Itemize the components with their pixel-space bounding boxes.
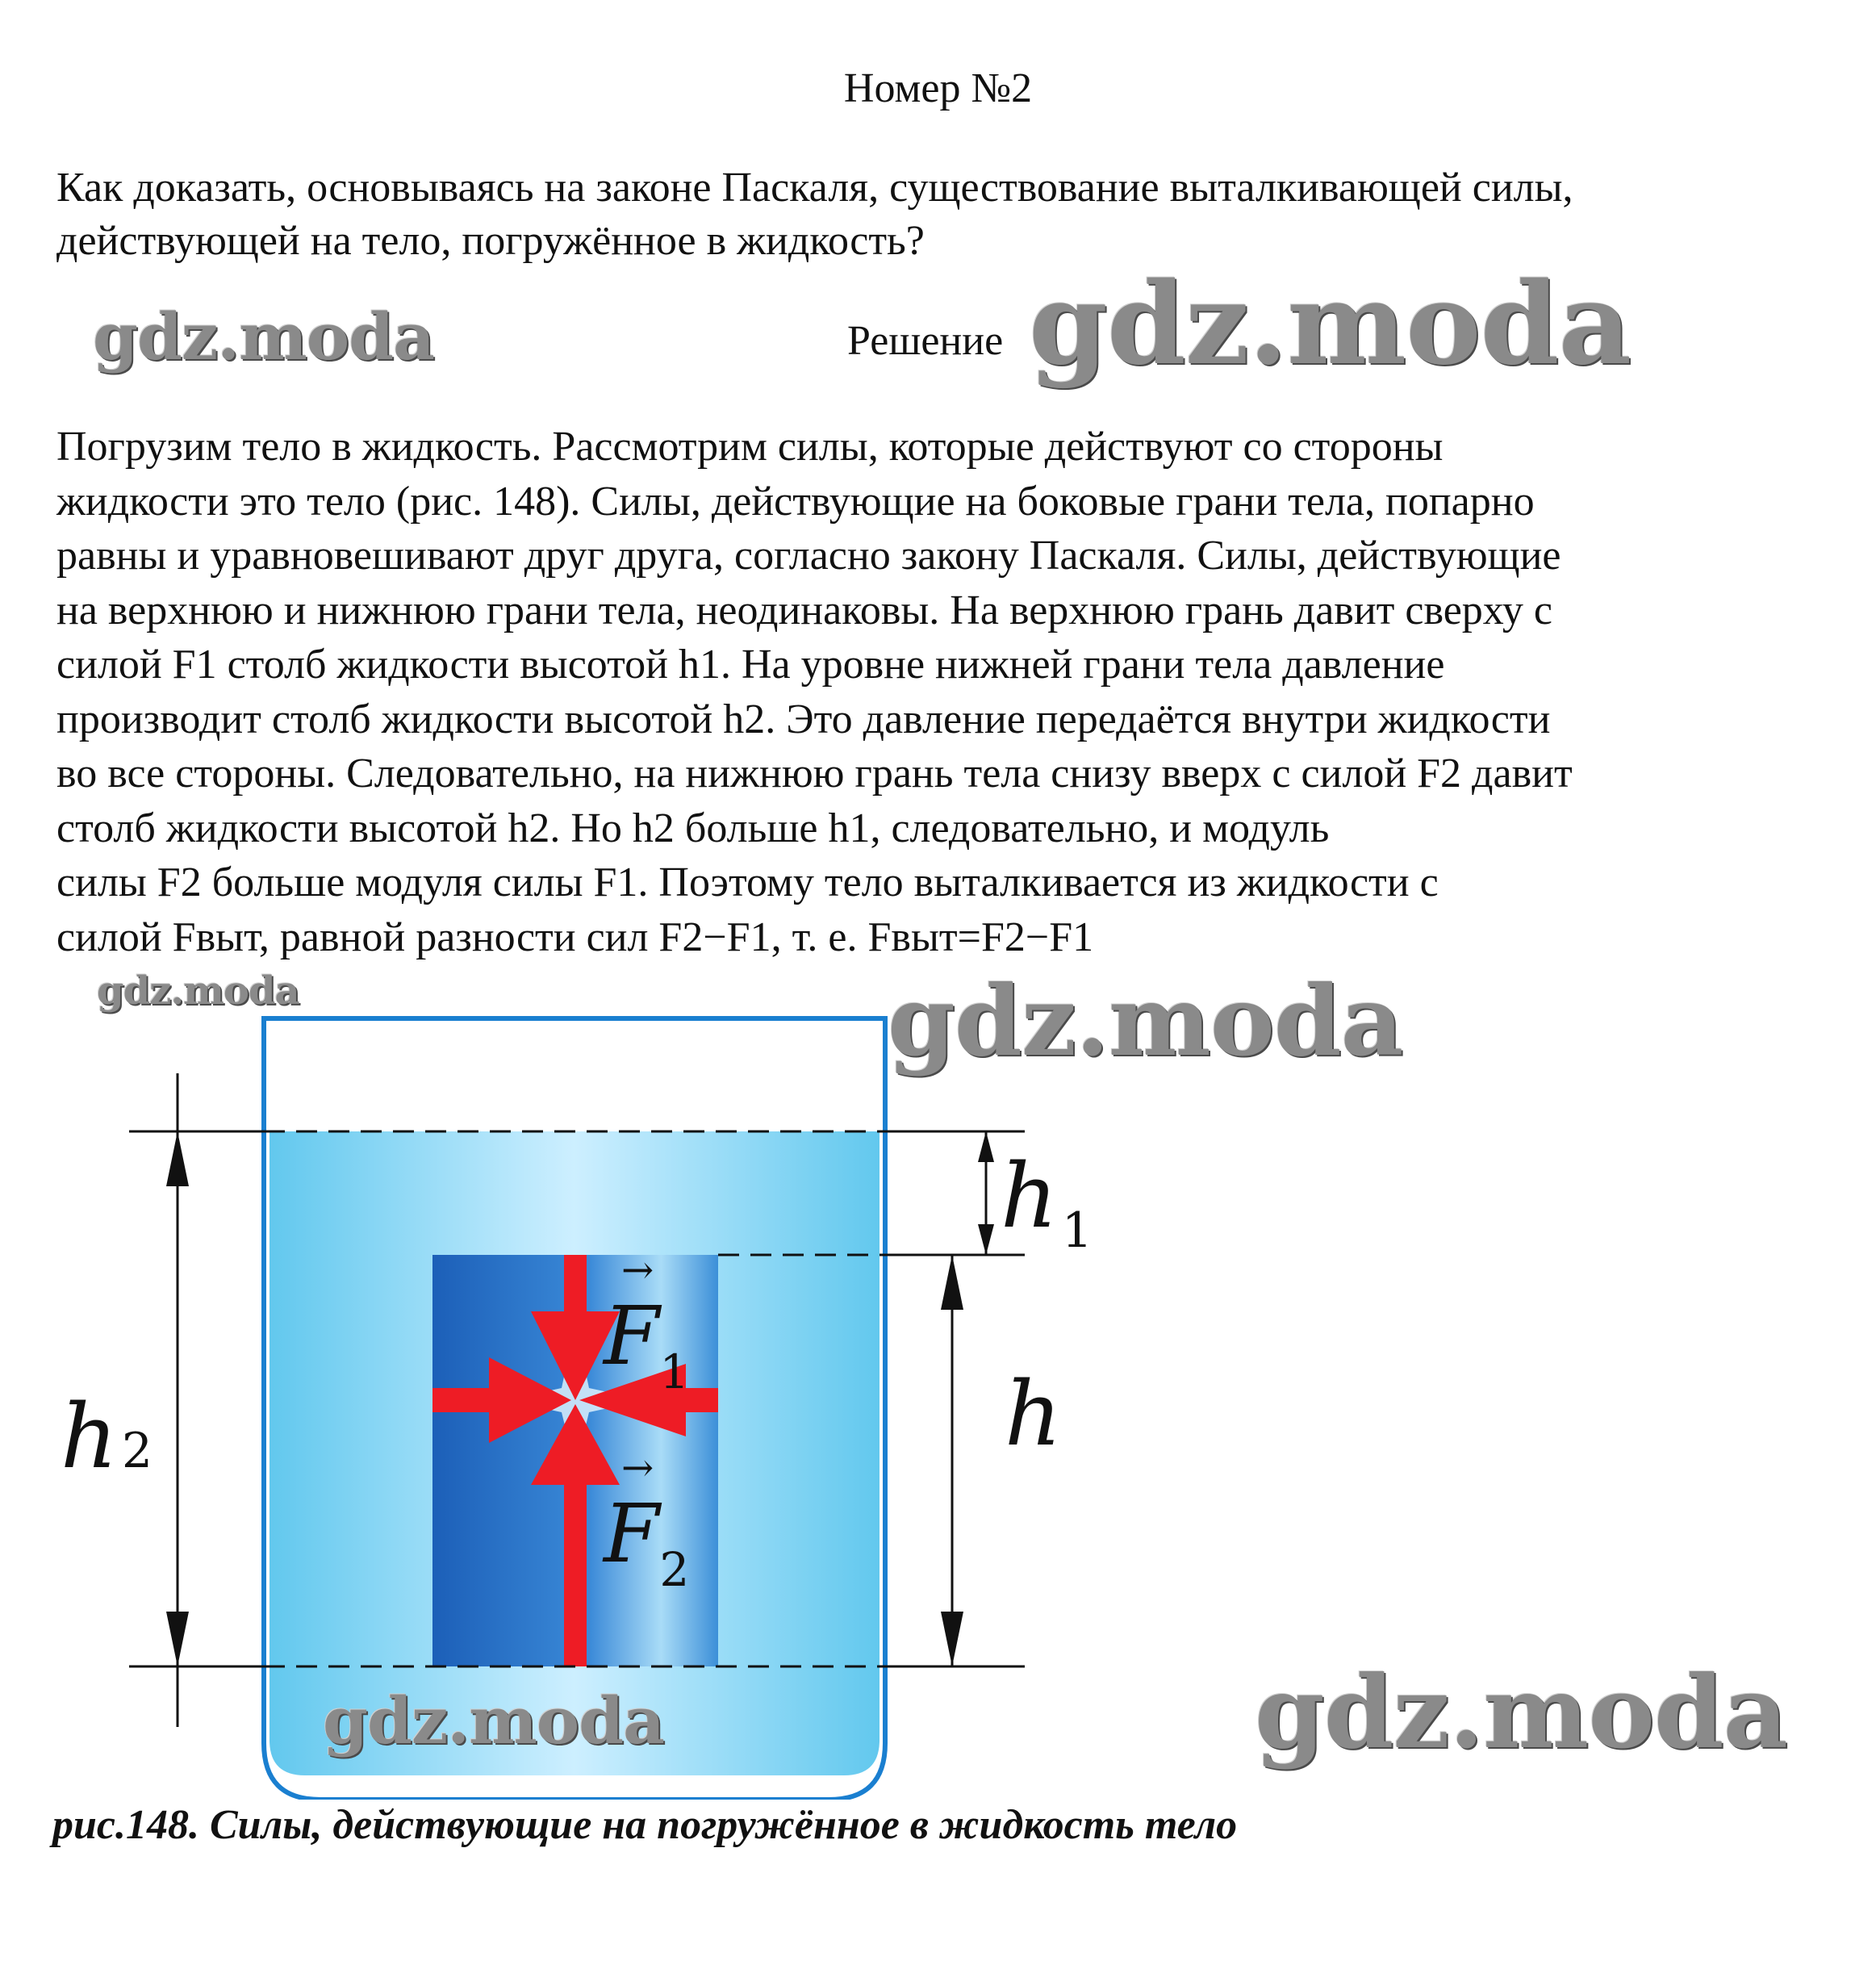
question-line: действующей на тело, погружённое в жидкость? bbox=[56, 218, 925, 264]
label-f2: $F_2$ bbox=[604, 1486, 690, 1597]
watermark: gdz.moda bbox=[1255, 1654, 1787, 1771]
answer-line: на верхнюю и нижнюю грани тела, неодинаковы. На верхнюю грань давит сверху с bbox=[56, 587, 1552, 633]
answer-line: во все стороны. Следовательно, на нижнюю грань тела снизу вверх с силой F2 давит bbox=[56, 751, 1573, 797]
answer-line: столб жидкости высотой h2. Но h2 больше h1, следовательно, и модуль bbox=[56, 805, 1330, 851]
label-h: h bbox=[1005, 1362, 1062, 1466]
label-h1: $h_1$ bbox=[1001, 1144, 1093, 1259]
answer-line: силой Fвыт, равной разности сил F2−F1, т. е. Fвыт=F2−F1 bbox=[56, 914, 1094, 960]
arrow-f2-shaft bbox=[564, 1485, 587, 1666]
watermark: gdz.moda bbox=[323, 1683, 664, 1758]
answer-line: силы F2 больше модуля силы F1. Поэтому тело выталкивается из жидкости с bbox=[56, 859, 1439, 905]
watermark: gdz.moda bbox=[97, 968, 299, 1014]
watermark: gdz.moda bbox=[888, 964, 1403, 1078]
watermark: gdz.moda bbox=[93, 299, 434, 374]
label-f1: $F_1$ bbox=[604, 1289, 690, 1399]
label-h2: h2 bbox=[61, 1385, 153, 1488]
answer-line: жидкости это тело (рис. 148). Силы, действующие на боковые грани тела, попарно bbox=[56, 478, 1535, 525]
arrow-f1-shaft bbox=[564, 1255, 587, 1311]
question-text bbox=[56, 161, 1832, 268]
watermark: gdz.moda bbox=[1029, 258, 1632, 391]
answer-line: Погрузим тело в жидкость. Рассмотрим силы, которые действуют со стороны bbox=[56, 424, 1444, 470]
arrow-left-shaft bbox=[432, 1388, 497, 1412]
page-title: Номер №2 bbox=[843, 65, 1033, 111]
solution-label: Решение bbox=[847, 318, 1004, 364]
question-line: Как доказать, основываясь на законе Паскаля, существование выталкивающей силы, bbox=[56, 165, 1573, 211]
label-f1-arrow: → bbox=[621, 1248, 654, 1293]
answer-text bbox=[56, 420, 1856, 964]
figure-caption: рис.148. Силы, действующие на погружённое в жидкость тело bbox=[52, 1802, 1238, 1848]
answer-line: равны и уравновешивают друг друга, согласно закону Паскаля. Силы, действующие bbox=[56, 533, 1561, 579]
label-f2-arrow: → bbox=[621, 1445, 654, 1491]
answer-line: производит столб жидкости высотой h2. Это давление передаётся внутри жидкости bbox=[56, 696, 1551, 742]
answer-line: силой F1 столб жидкости высотой h1. На уровне нижней грани тела давление bbox=[56, 642, 1445, 688]
